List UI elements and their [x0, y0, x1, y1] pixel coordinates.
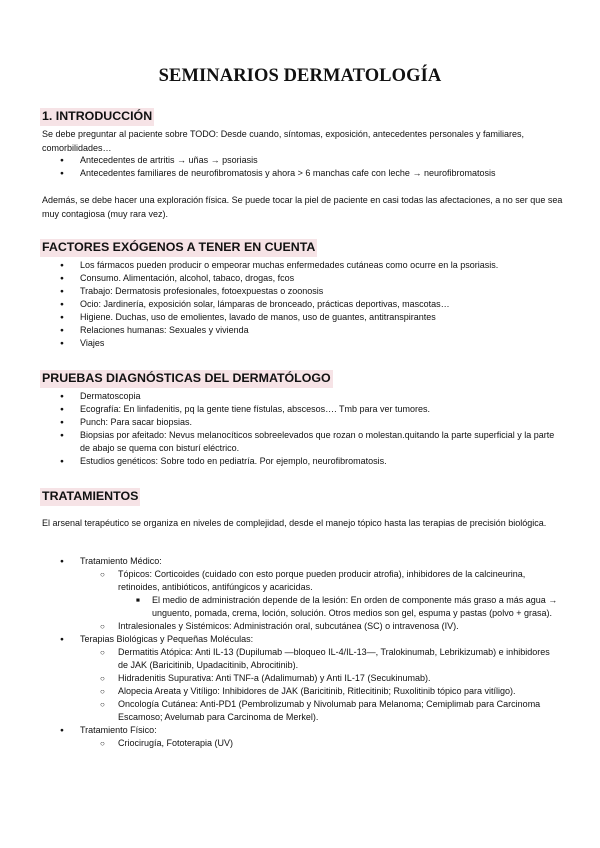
pruebas-bullet-list	[0, 390, 600, 468]
heading-introduccion: 1. INTRODUCCIÓN	[40, 108, 154, 126]
list-item: ● Consumo. Alimentación, alcohol, tabaco, drogas, fcos	[0, 272, 560, 285]
list-item-terapias-biologicas	[0, 633, 560, 724]
list-item-tratamiento-fisico	[0, 724, 560, 750]
document-title: SEMINARIOS DERMATOLOGÍA	[158, 66, 442, 86]
tratamientos-bullet-list	[0, 555, 600, 750]
list-item: ○ Criocirugía, Fototerapia (UV)	[0, 737, 560, 750]
list-item: ■ El medio de administración depende de la lesión: En orden de componente más graso a más agua → unguento, pomada, crema, loción, solución. Otros medios son gel, espuma y pastas (polvo + grasa).	[0, 594, 560, 620]
topicos-sublist	[0, 594, 560, 620]
list-item-tratamiento-medico	[0, 555, 560, 633]
tratamientos-paragraph: El arsenal terapéutico se organiza en niveles de complejidad, desde el manejo tópico hasta las terapias de precisión biológica.	[42, 518, 547, 528]
list-item: ○ Intralesionales y Sistémicos: Administración oral, subcutánea (SC) o intravenosa (IV).	[0, 620, 560, 633]
list-item-label: Terapias Biológicas y Pequeñas Moléculas:	[80, 634, 254, 644]
list-item-topicos	[0, 568, 560, 620]
list-item-label: Tratamiento Físico:	[80, 725, 157, 735]
list-item: ● Ecografía: En linfadenitis, pq la gente tiene fístulas, abscesos…. Tmb para ver tumores.	[0, 403, 560, 416]
medico-sublist	[0, 568, 560, 633]
list-item: ● Relaciones humanas: Sexuales y vivienda	[0, 324, 560, 337]
list-item-label: Tópicos: Corticoides (cuidado con esto porque pueden producir atrofia), inhibidores de la calcineurina, retinoides, antibióticos, antifúngicos y acaricidas.	[118, 569, 526, 592]
intro-paragraph-1: Se debe preguntar al paciente sobre TODO: Desde cuando, síntomas, exposición, antecedentes personales y familiares, comorbilidades…	[42, 129, 524, 154]
heading-tratamientos: TRATAMIENTOS	[40, 488, 140, 506]
factores-bullet-list	[0, 259, 600, 350]
fisico-sublist	[0, 737, 560, 750]
list-item: ● Punch: Para sacar biopsias.	[0, 416, 560, 429]
intro-paragraph-2: Además, se debe hacer una exploración física. Se puede tocar la piel de paciente en casi todas las afectaciones, a no ser que sea muy contagiosa (muy rara vez).	[42, 195, 563, 220]
heading-factores-exogenos: FACTORES EXÓGENOS A TENER EN CUENTA	[40, 239, 317, 257]
list-item: ● Ocio: Jardinería, exposición solar, lámparas de bronceado, prácticas deportivas, mascotas…	[0, 298, 560, 311]
list-item: ○ Dermatitis Atópica: Anti IL-13 (Dupilumab —bloqueo IL-4/IL-13—, Tralokinumab, Lebrikizumab) e inhibidores de JAK (Baricitinib, Upadacitinib, Abrocitinib).	[0, 646, 560, 672]
list-item: ● Estudios genéticos: Sobre todo en pediatría. Por ejemplo, neurofibromatosis.	[0, 455, 560, 468]
list-item: ● Viajes	[0, 337, 560, 350]
biologicas-sublist	[0, 646, 560, 724]
list-item: ● Higiene. Duchas, uso de emolientes, lavado de manos, uso de guantes, antitranspirantes	[0, 311, 560, 324]
intro-bullet-list	[0, 154, 600, 180]
list-item-label: Tratamiento Médico:	[80, 556, 162, 566]
list-item: ○ Hidradenitis Supurativa: Anti TNF-a (Adalimumab) y Anti IL-17 (Secukinumab).	[0, 672, 560, 685]
list-item: ○ Alopecia Areata y Vitíligo: Inhibidores de JAK (Baricitinib, Ritlecitinib; Ruxolitinib tópico para vitíligo).	[0, 685, 560, 698]
list-item: ● Biopsias por afeitado: Nevus melanocíticos sobreelevados que rozan o molestan.quitando la parte superficial y la parte de abajo se quema con bisturí eléctrico.	[0, 429, 560, 455]
list-item: ● Los fármacos pueden producir o empeorar muchas enfermedades cutáneas como ocurre en la psoriasis.	[0, 259, 560, 272]
list-item: ● Antecedentes de artritis → uñas → psoriasis	[0, 154, 560, 167]
list-item: ● Trabajo: Dermatosis profesionales, fotoexpuestas o zoonosis	[0, 285, 560, 298]
heading-pruebas-diagnosticas: PRUEBAS DIAGNÓSTICAS DEL DERMATÓLOGO	[40, 370, 333, 388]
list-item: ● Dermatoscopia	[0, 390, 560, 403]
list-item: ● Antecedentes familiares de neurofibromatosis y ahora > 6 manchas cafe con leche → neurofibromatosis	[0, 167, 560, 180]
list-item: ○ Oncología Cutánea: Anti-PD1 (Pembrolizumab y Nivolumab para Melanoma; Cemiplimab para Carcinoma Escamoso; Avelumab para Carcinoma de Merkel).	[0, 698, 560, 724]
